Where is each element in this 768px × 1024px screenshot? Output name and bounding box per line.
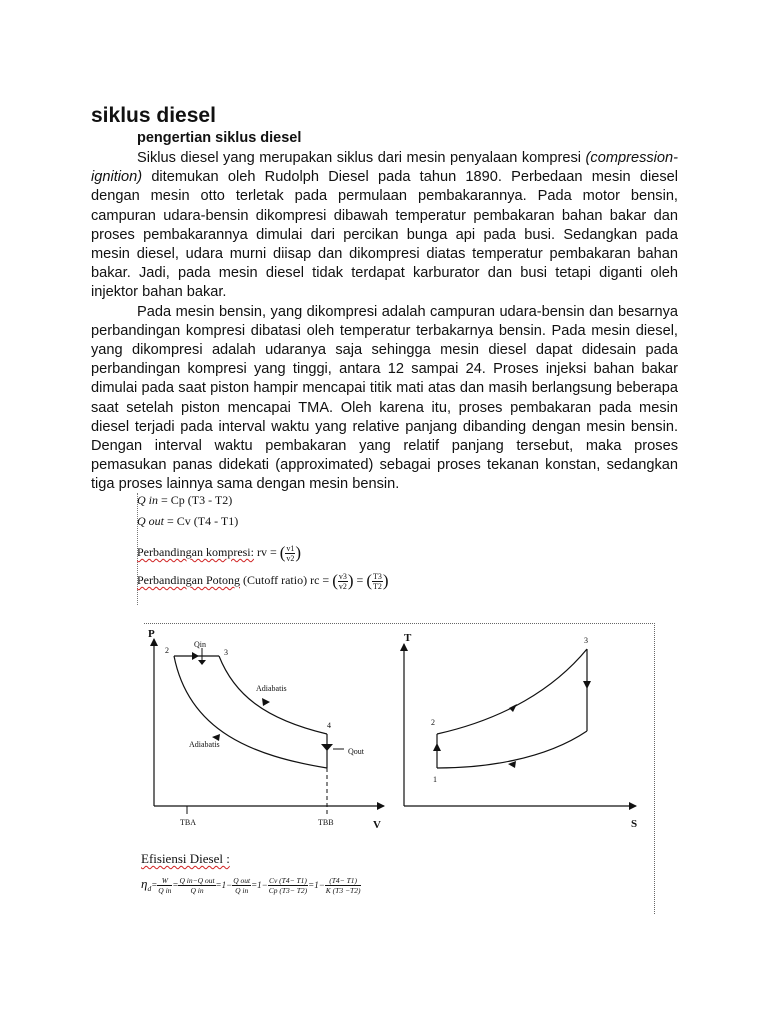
paragraph-1-italic-term: (compression-ignition): [91, 150, 678, 186]
fraction-numerator: v3: [338, 571, 347, 581]
fraction-numerator: Q out: [233, 876, 251, 886]
cutoff-ratio-label: Perbandingan Potong: [137, 572, 240, 587]
ts-direction-arrow: [583, 681, 591, 689]
fraction-denominator: K (T3 −T2): [325, 886, 361, 896]
q-in-label: Q in: [137, 493, 158, 507]
q-out-arrowhead: [321, 744, 333, 751]
compression-ratio-fraction: [285, 544, 295, 563]
eta-symbol: η: [141, 876, 148, 891]
q-in-formula: [137, 493, 232, 508]
pv-point-2: 2: [165, 646, 169, 655]
fraction-denominator: v2: [338, 581, 347, 591]
pv-point-3: 3: [224, 648, 228, 657]
efficiency-term-1: [157, 876, 172, 895]
paragraph-1-rest: ditemukan oleh Rudolph Diesel pada tahun 1890. Perbedaan mesin diesel dengan mesin otto terletak pada permulaan pembakarannya. Pada motor bensin, campuran udara-bensin dikompresi dibawah temperatur pembakaran bahan bakar dan proses pembakarannya dimulai dari percikan bunga api pada busi. Sedangkan pada mesin diesel, udara murni diisap dan dikompresi diatas temperatur pembakaran bahan bakar. Jadi, pada mesin diesel tidak terdapat karburator dan busi tetapi diganti oleh injektor bahan bakar.: [91, 169, 678, 301]
ts-heat-addition-curve: [437, 649, 587, 734]
tba-label: TBA: [180, 818, 196, 827]
diesel-cycle-diagrams: [144, 624, 654, 914]
ts-point-2: 2: [431, 718, 435, 727]
fraction-numerator: W: [157, 876, 172, 886]
ts-point-1: 1: [433, 775, 437, 784]
fraction-numerator: Cv (T4− T1): [268, 876, 307, 886]
pv-compression-curve: [174, 656, 327, 768]
q-out-expression: = Cv (T4 - T1): [167, 514, 239, 528]
tbb-label: TBB: [318, 818, 334, 827]
compression-ratio-label: Perbandingan kompresi:: [137, 544, 254, 559]
ts-direction-arrow: [433, 743, 441, 751]
ts-t-axis-label: T: [404, 632, 412, 644]
fraction-denominator: Cp (T3− T2): [268, 886, 308, 896]
ts-heat-rejection-curve: [437, 731, 587, 768]
compression-ratio-lhs: rv =: [256, 544, 277, 559]
fraction-denominator: v2: [286, 553, 295, 563]
section-subheading: pengertian siklus diesel: [137, 130, 302, 146]
cutoff-fraction-volume: [338, 572, 348, 591]
equals-one-minus: =1−: [215, 880, 233, 890]
ts-s-axis-label: S: [631, 818, 638, 830]
pv-direction-arrow: [262, 698, 270, 706]
pv-upper-adiabatic-label: Adiabatis: [256, 684, 287, 693]
pv-expansion-curve: [219, 656, 327, 734]
q-in-expression: = Cp (T3 - T2): [161, 493, 233, 507]
efficiency-term-3: [232, 876, 251, 895]
paragraph-1-start: Siklus diesel yang merupakan siklus dari mesin penyalaan kompresi: [137, 150, 586, 166]
page-title: siklus diesel: [91, 104, 216, 127]
q-out-label: Q out: [137, 514, 164, 528]
body-text: [91, 149, 678, 495]
fraction-numerator: (T4− T1): [325, 876, 362, 886]
pv-direction-arrow: [192, 652, 199, 660]
ts-direction-arrow: [508, 761, 516, 768]
paragraph-2: Pada mesin bensin, yang dikompresi adalah campuran udara-bensin dan besarnya perbandingan kompresi dibatasi oleh temperatur terbakarnya bensin. Pada mesin diesel, yang dikompresi adalah udaranya saja sehingga mesin diesel dapat didesain pada perbandingan kompresi yang tinggi, antara 12 sampai 24. Proses injeksi bahan bakar dimulai pada saat piston hampir mencapai titik mati atas dan masih berlangsung beberapa saat setelah piston mencapai TMA. Oleh karena itu, proses pembakaran pada mesin diesel terjadi pada interval waktu yang relative panjang dibanding dengan mesin bensin. Dengan interval waktu pembakaran yang relatif panjang tersebut, maka proses pemasukan panas didekati (approximated) sebagai proses tekanan konstan, sedangkan tiga proses lainnya sama dengan mesin bensin.: [91, 303, 678, 493]
q-in-label: Qin: [194, 640, 206, 649]
cutoff-fraction-temperature: [372, 572, 383, 591]
ts-point-3: 3: [584, 636, 588, 645]
paragraph-1: [91, 149, 678, 303]
pv-point-4: 4: [327, 721, 331, 730]
eta-subscript: d: [147, 883, 152, 893]
fraction-numerator: Q in−Q out: [179, 876, 215, 886]
diesel-cycle-figure: [144, 623, 655, 914]
efficiency-title: [141, 851, 230, 867]
efficiency-term-2: [178, 876, 215, 895]
equals-sign: =: [356, 572, 364, 587]
q-out-formula: [137, 514, 238, 529]
q-in-arrowhead: [198, 660, 206, 665]
ts-diagram: [404, 632, 637, 830]
fraction-denominator: T2: [372, 581, 382, 591]
fraction-denominator: Q in: [158, 886, 172, 896]
equals-one-minus: =1−: [251, 880, 268, 890]
efficiency-title-text: Efisiensi Diesel :: [141, 851, 230, 866]
cutoff-ratio-lhs: (Cutoff ratio) rc =: [243, 572, 330, 587]
pv-diagram: [148, 628, 384, 831]
fraction-numerator: v1: [286, 543, 295, 553]
q-out-label: Qout: [348, 747, 364, 756]
compression-ratio-formula: Perbandingan kompresi: rv = ( $\frac{v1}{v2}$ ): [137, 543, 302, 563]
fraction-denominator: Q in: [190, 886, 204, 896]
efficiency-term-4: [268, 876, 308, 895]
pv-p-axis-label: P: [148, 628, 155, 640]
efficiency-term-5: [325, 876, 362, 895]
fraction-numerator: T3: [372, 571, 382, 581]
cutoff-ratio-formula: Perbandingan Potong (Cutoff ratio) rc = ( $\frac{v3}{v2}$ ) = ( $\frac{T3}{T2}$ ): [137, 571, 389, 591]
ts-direction-arrow: [509, 704, 517, 712]
fraction-denominator: Q in: [235, 886, 249, 896]
equals-one-minus: =1−: [308, 880, 325, 890]
pv-v-axis-label: V: [373, 819, 381, 831]
pv-lower-adiabatic-label: Adiabatis: [189, 740, 220, 749]
efficiency-equation: $\eta_d=$ $\frac{W}{\text{Q in}}$ = $\frac{\text{Q in−Q out}}{\text{Q in}}$ =1− $\frac{\text{Q out}}{\text{Q in}}$ =1− $\frac{Cv (T4- T1)}{Cp (T3- T2)}$ =1− $\frac{(T4- T1)}{K (T3 -T2)}$: [141, 876, 361, 896]
